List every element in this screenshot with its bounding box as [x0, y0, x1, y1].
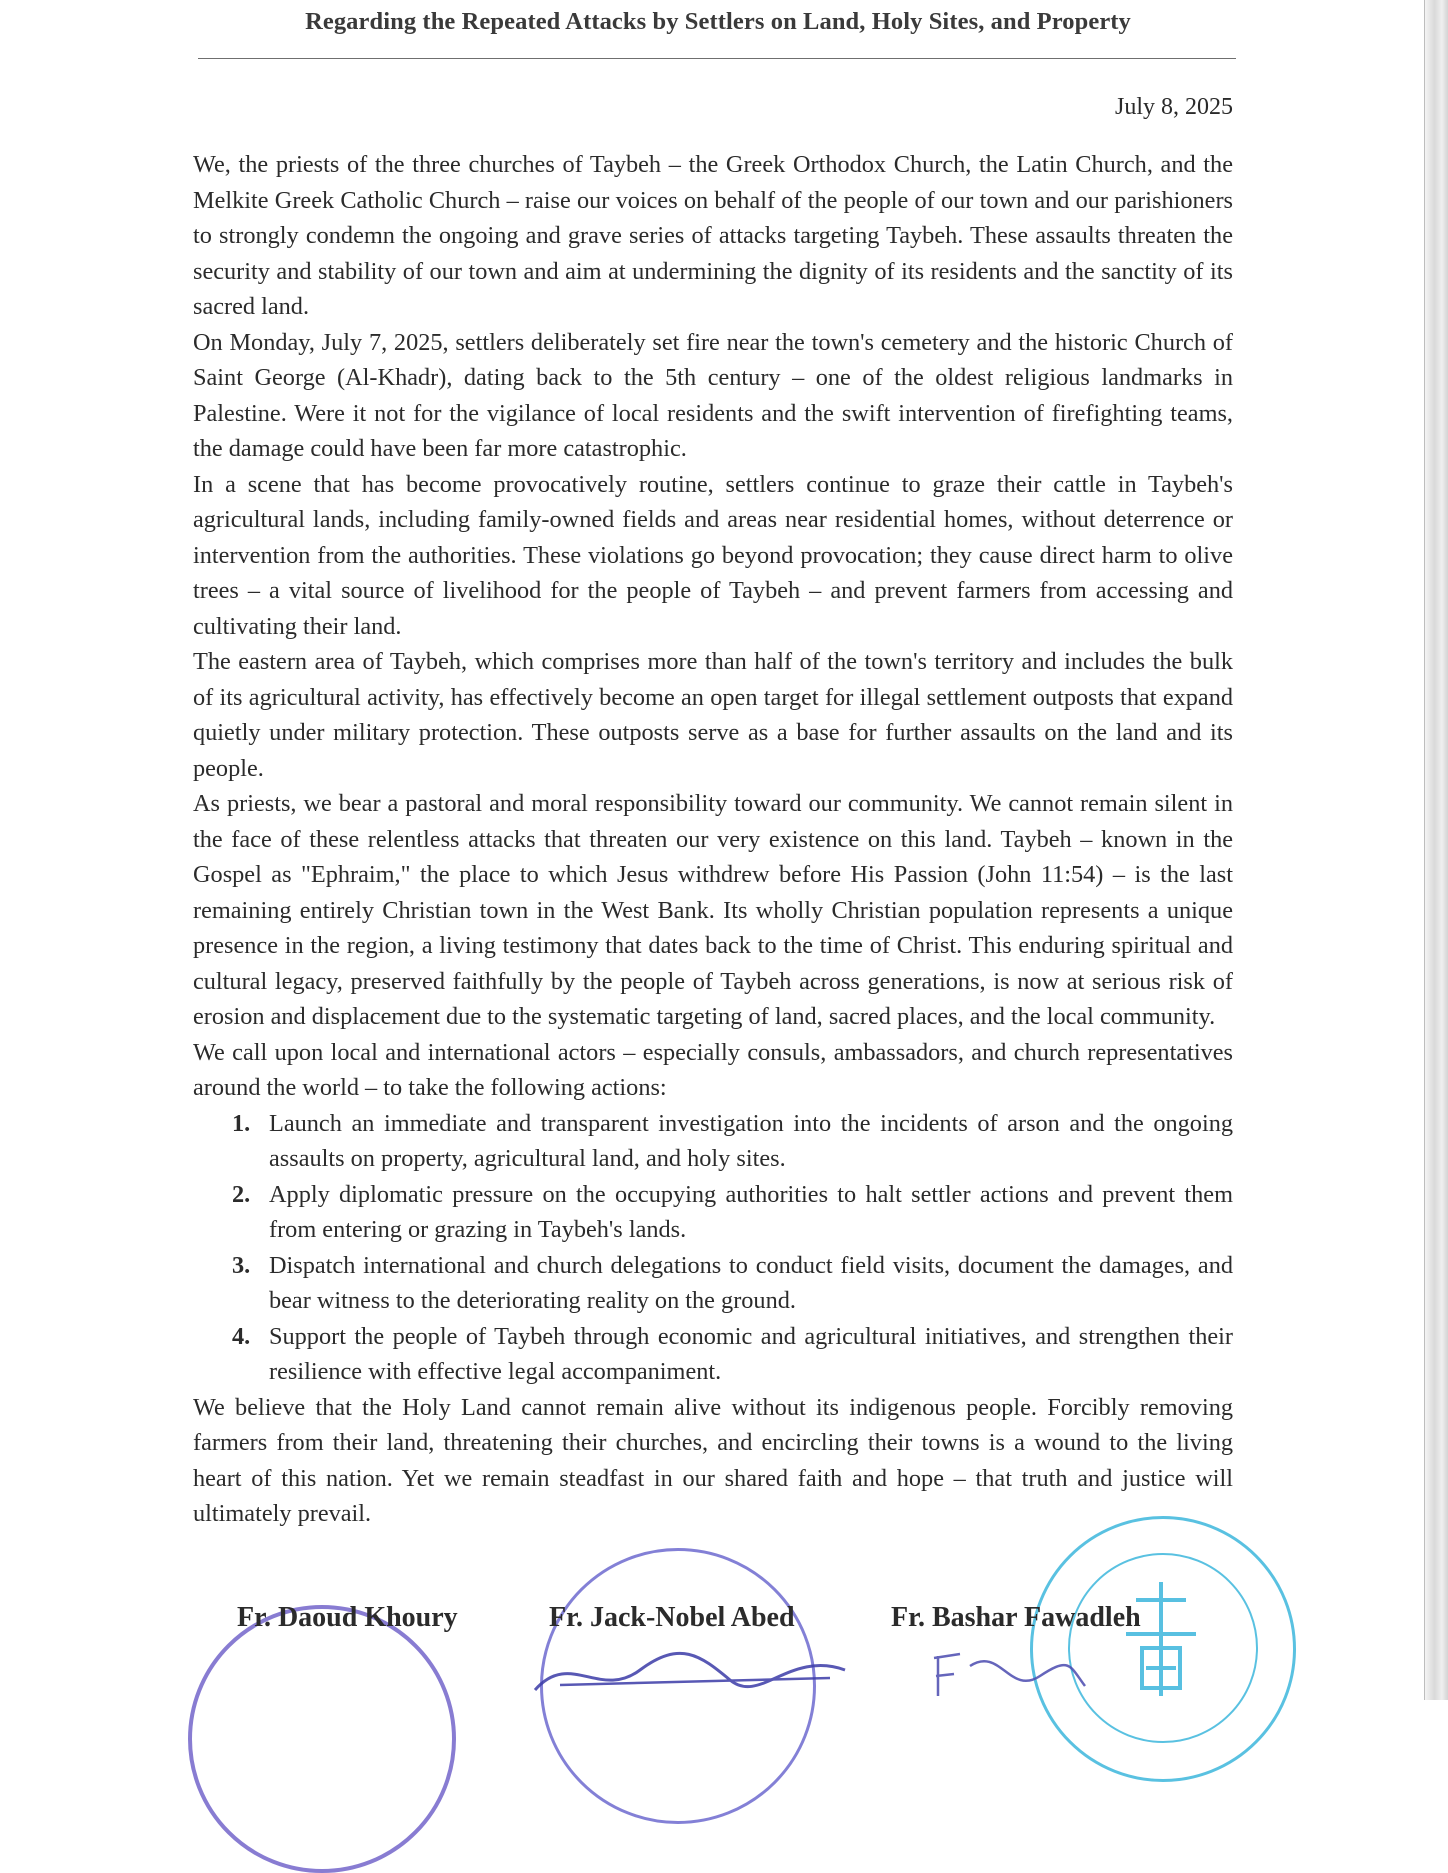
list-item-text: Launch an immediate and transparent investigation into the incidents of arson and the ongoing assaults on property, agricultural land, and holy sites.	[269, 1109, 1233, 1172]
paragraph-closing: We believe that the Holy Land cannot remain alive without its indigenous people. Forcibly removing farmers from their land, threatening their churches, and encircling their towns is a wound to the living heart of this nation. Yet we remain steadfast in our shared faith and hope – that truth and justice will ultimately prevail.	[193, 1393, 1233, 1527]
list-item-number: 1.	[232, 1109, 251, 1137]
list-item-text: Dispatch international and church delegations to conduct field visits, document the damages, and bear witness to the deteriorating reality on the ground.	[269, 1251, 1233, 1314]
paragraph-responsibility: As priests, we bear a pastoral and moral responsibility toward our community. We cannot remain silent in the face of these relentless attacks that threaten our very existence on this land. Taybeh – known in the Gospel as "Ephraim," the place to which Jesus withdrew before His Passion (John 11:54) – is the last remaining entirely Christian town in the West Bank. Its wholly Christian population represents a unique presence in the region, a living testimony that dates back to the time of Christ. This enduring spiritual and cultural legacy, preserved faithfully by the people of Taybeh across generations, is now at serious risk of erosion and displacement due to the systematic targeting of land, sacred places, and the local community.	[193, 790, 1233, 1030]
list-item-number: 3.	[232, 1251, 251, 1279]
actions-list	[193, 1106, 1233, 1390]
document-body	[193, 147, 1233, 1532]
list-item-number: 4.	[232, 1322, 251, 1350]
list-item	[232, 1177, 1233, 1248]
list-item-text: Support the people of Taybeh through economic and agricultural initiatives, and strengthen their resilience with effective legal accompaniment.	[269, 1322, 1233, 1385]
list-item-number: 2.	[232, 1180, 251, 1208]
paragraph-call: We call upon local and international actors – especially consuls, ambassadors, and church representatives around the world – to take the following actions:	[193, 1038, 1233, 1101]
list-item-text: Apply diplomatic pressure on the occupying authorities to halt settler actions and prevent them from entering or grazing in Taybeh's lands.	[269, 1180, 1233, 1243]
handwritten-signature-3	[930, 1646, 1090, 1700]
paragraph-arson: On Monday, July 7, 2025, settlers deliberately set fire near the town's cemetery and the historic Church of Saint George (Al-Khadr), dating back to the 5th century – one of the oldest religious landmarks in Palestine. Were it not for the vigilance of local residents and the swift intervention of firefighting teams, the damage could have been far more catastrophic.	[193, 328, 1233, 462]
list-item	[232, 1106, 1233, 1177]
title-divider	[198, 58, 1236, 59]
document-date: July 8, 2025	[1114, 94, 1233, 120]
list-item	[232, 1319, 1233, 1390]
church-seal-left	[188, 1605, 456, 1873]
list-item	[232, 1248, 1233, 1319]
paragraph-intro: We, the priests of the three churches of Taybeh – the Greek Orthodox Church, the Latin Church, and the Melkite Greek Catholic Church – raise our voices on behalf of the people of our town and our parishioners to strongly condemn the ongoing and grave series of attacks targeting Taybeh. These assaults threaten the security and stability of our town and aim at undermining the dignity of its residents and the sanctity of its sacred land.	[193, 151, 1233, 320]
signatory-name-2: Fr. Jack-Nobel Abed	[549, 1602, 795, 1633]
paragraph-grazing: In a scene that has become provocatively routine, settlers continue to graze their cattle in Taybeh's agricultural lands, including family-owned fields and areas near residential homes, without deterrence or intervention from the authorities. These violations go beyond provocation; they cause direct harm to olive trees – a vital source of livelihood for the people of Taybeh – and prevent farmers from accessing and cultivating their land.	[193, 470, 1233, 640]
paragraph-outposts: The eastern area of Taybeh, which comprises more than half of the town's territory and includes the bulk of its agricultural activity, has effectively become an open target for illegal settlement outposts that expand quietly under military protection. These outposts serve as a base for further assaults on the land and its people.	[193, 648, 1233, 782]
scanned-page-edge	[1424, 0, 1448, 1700]
signatory-name-1: Fr. Daoud Khoury	[237, 1602, 458, 1633]
jerusalem-cross-icon	[1116, 1578, 1206, 1700]
handwritten-signature-2	[530, 1640, 850, 1700]
signatory-name-3: Fr. Bashar Fawadleh	[891, 1602, 1141, 1633]
document-title: Regarding the Repeated Attacks by Settlers on Land, Holy Sites, and Property	[305, 8, 1131, 35]
